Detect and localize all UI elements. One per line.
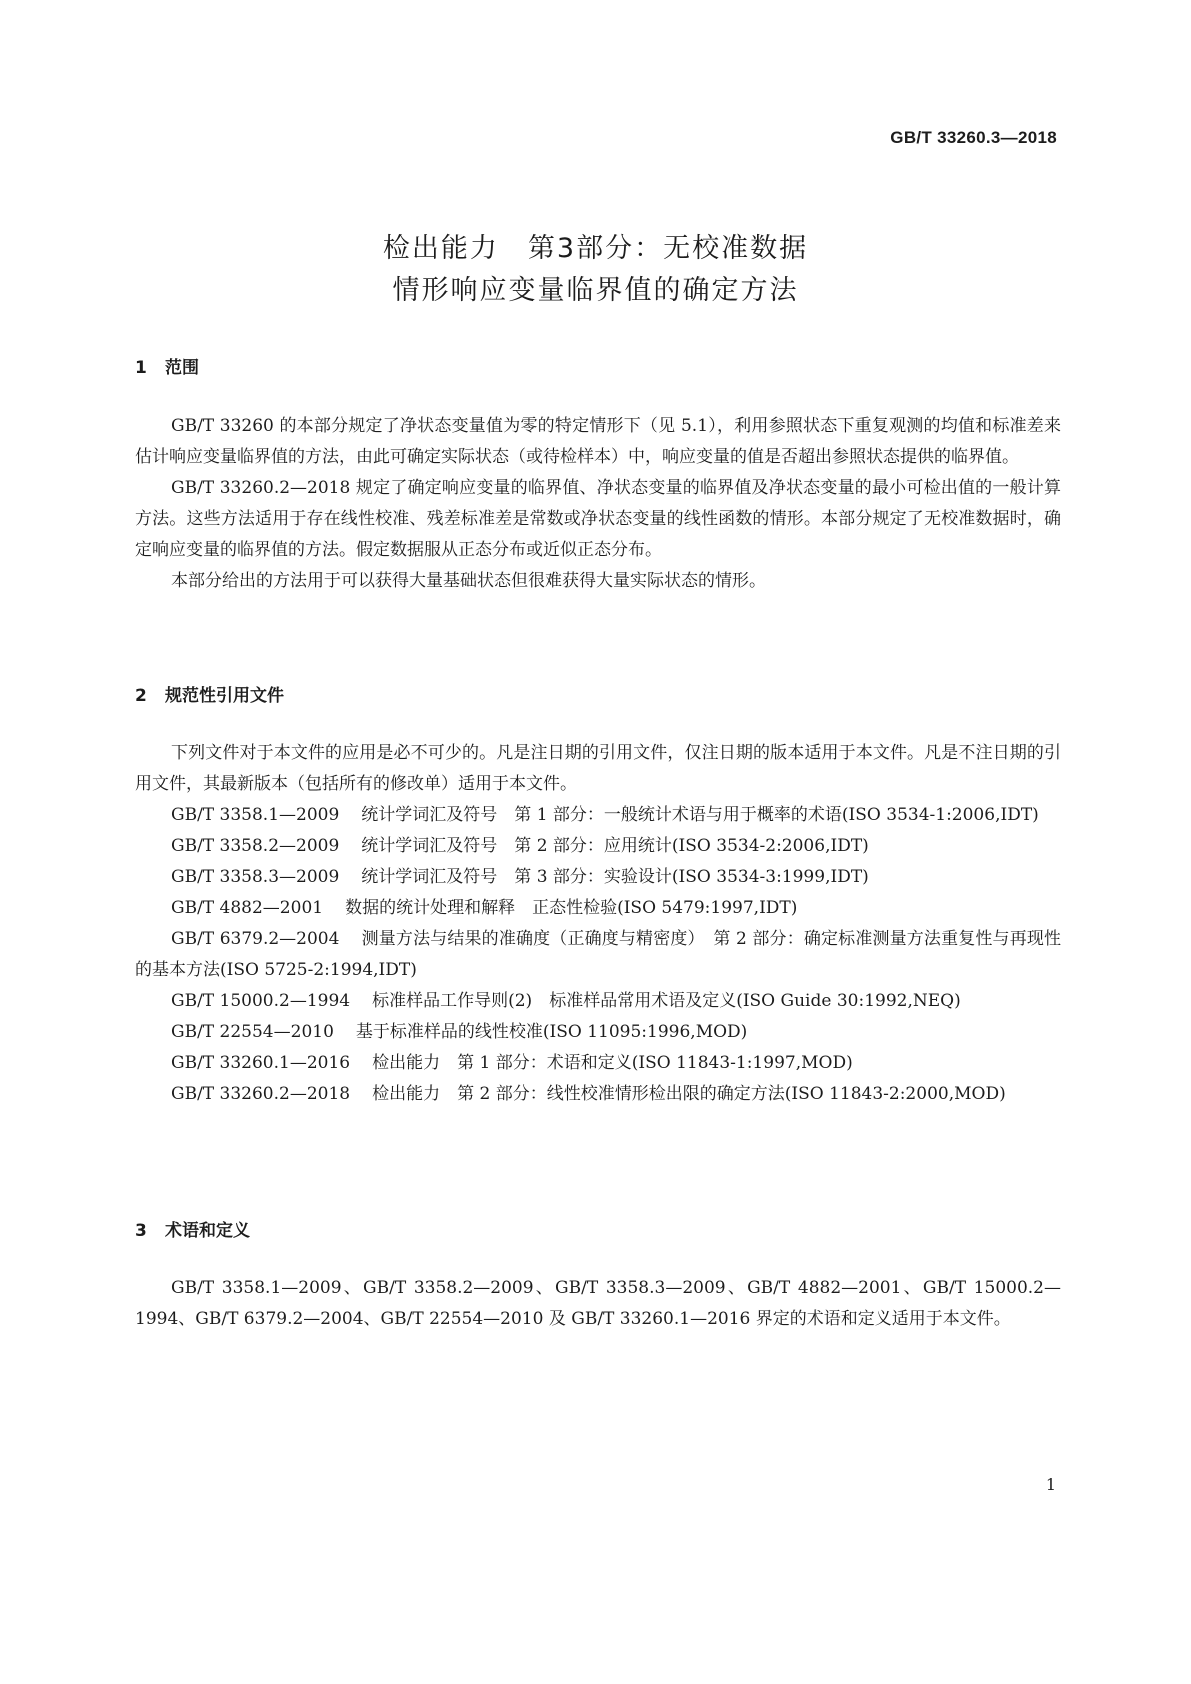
reference-item: [135, 986, 1061, 1017]
scope-paragraph-1: GB/T 33260 的本部分规定了净状态变量值为零的特定情形下（见 5.1），利用参照状态下重复观测的均值和标准差来估计响应变量临界值的方法，由此可确定实际状态（或待检样本）中，响应变量的值是否超出参照状态提供的临界值。: [135, 416, 1061, 467]
reference-code: GB/T 4882—2001: [171, 898, 324, 918]
terms-paragraph: GB/T 3358.1—2009、GB/T 3358.2—2009、GB/T 3358.3—2009、GB/T 4882—2001、GB/T 15000.2—1994、GB/T 6379.2—2004、GB/T 22554—2010 及 GB/T 33260.1—2016 界定的术语和定义适用于本文件。: [135, 1278, 1061, 1329]
reference-title: 数据的统计处理和解释 正态性检验(ISO 5479:1997,IDT): [345, 898, 798, 918]
scope-body: [135, 411, 1061, 597]
reference-title: 统计学词汇及符号 第 1 部分：一般统计术语与用于概率的术语(ISO 3534-1:2006,IDT): [361, 805, 1039, 825]
references-intro: 下列文件对于本文件的应用是必不可少的。凡是注日期的引用文件，仅注日期的版本适用于本文件。凡是不注日期的引用文件，其最新版本（包括所有的修改单）适用于本文件。: [135, 743, 1061, 794]
section-number: 1: [135, 358, 147, 378]
section-number: 3: [135, 1221, 147, 1241]
reference-code: GB/T 3358.2—2009: [171, 836, 340, 856]
reference-title: 测量方法与结果的准确度（正确度与精密度） 第 2 部分：确定标准测量方法重复性与再现性的基本方法(ISO 5725-2:1994,IDT): [135, 929, 1061, 980]
section-title: 术语和定义: [165, 1221, 250, 1241]
title-line-2: 情形响应变量临界值的确定方法: [392, 275, 799, 306]
scope-paragraph-3: 本部分给出的方法用于可以获得大量基础状态但很难获得大量实际状态的情形。: [171, 571, 766, 591]
reference-item: [135, 893, 1061, 924]
title-line-1: 检出能力 第3部分：无校准数据: [382, 233, 809, 264]
section-heading-references: [135, 684, 284, 708]
section-heading-terms: [135, 1219, 250, 1243]
reference-title: 检出能力 第 2 部分：线性校准情形检出限的确定方法(ISO 11843-2:2000,MOD): [372, 1084, 1006, 1104]
scope-paragraph-2: GB/T 33260.2—2018 规定了确定响应变量的临界值、净状态变量的临界值及净状态变量的最小可检出值的一般计算方法。这些方法适用于存在线性校准、残差标准差是常数或净状态变量的线性函数的情形。本部分规定了无校准数据时，确定响应变量的临界值的方法。假定数据服从正态分布或近似正态分布。: [135, 478, 1061, 560]
reference-item: [135, 831, 1061, 862]
reference-title: 标准样品工作导则(2) 标准样品常用术语及定义(ISO Guide 30:1992,NEQ): [372, 991, 961, 1011]
terms-body: [135, 1273, 1061, 1335]
reference-code: GB/T 33260.1—2016: [171, 1053, 351, 1073]
references-body: [135, 738, 1061, 1110]
reference-code: GB/T 3358.1—2009: [171, 805, 340, 825]
document-title: [0, 228, 1191, 312]
section-number: 2: [135, 686, 147, 706]
reference-item: [135, 924, 1061, 986]
section-title: 规范性引用文件: [165, 686, 284, 706]
standard-number: GB/T 33260.3—2018: [890, 128, 1057, 147]
reference-title: 统计学词汇及符号 第 3 部分：实验设计(ISO 3534-3:1999,IDT): [361, 867, 869, 887]
reference-item: [135, 800, 1061, 831]
reference-item: [135, 1048, 1061, 1079]
reference-code: GB/T 33260.2—2018: [171, 1084, 351, 1104]
reference-item: [135, 862, 1061, 893]
section-title: 范围: [165, 358, 199, 378]
section-heading-scope: [135, 356, 199, 380]
reference-code: GB/T 6379.2—2004: [171, 929, 340, 949]
page-number: 1: [1045, 1475, 1056, 1494]
reference-code: GB/T 15000.2—1994: [171, 991, 351, 1011]
reference-code: GB/T 3358.3—2009: [171, 867, 340, 887]
reference-title: 基于标准样品的线性校准(ISO 11095:1996,MOD): [355, 1022, 748, 1042]
reference-item: [135, 1079, 1061, 1110]
reference-item: [135, 1017, 1061, 1048]
reference-title: 检出能力 第 1 部分：术语和定义(ISO 11843-1:1997,MOD): [372, 1053, 853, 1073]
reference-code: GB/T 22554—2010: [171, 1022, 334, 1042]
reference-title: 统计学词汇及符号 第 2 部分：应用统计(ISO 3534-2:2006,IDT): [361, 836, 869, 856]
